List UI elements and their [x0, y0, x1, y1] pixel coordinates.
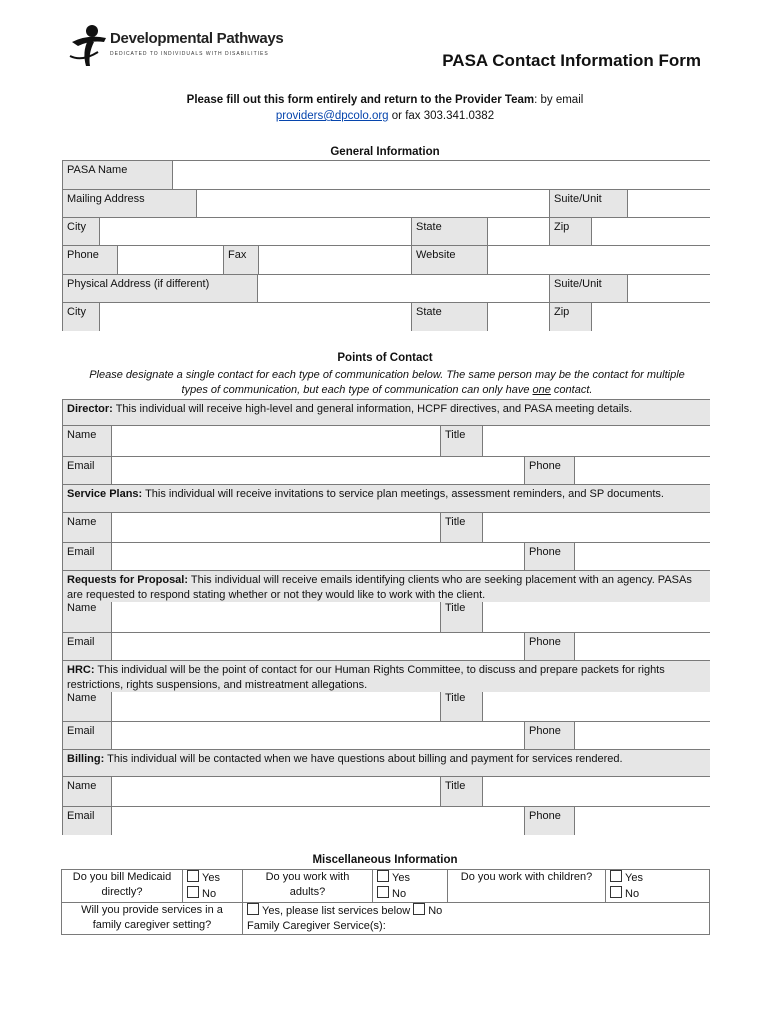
adults-question: Do you work with adults?: [243, 870, 373, 903]
physical-suite-field[interactable]: [628, 275, 710, 303]
contact-note: [66, 368, 708, 398]
physical-state-label: State: [412, 303, 488, 331]
director-header: [63, 400, 710, 426]
email-link[interactable]: providers@dpcolo.org: [275, 110, 389, 122]
director-desc: This individual will receive high-level and general information, HCPF directives, and PASA meeting details.: [112, 403, 633, 415]
physical-zip-label: Zip: [550, 303, 592, 331]
zip-field[interactable]: [592, 218, 710, 246]
hrc-email-field[interactable]: [112, 722, 525, 750]
service-plans-title-label: Title: [441, 513, 483, 543]
billing-phone-label: Phone: [525, 807, 575, 835]
rfp-heading: Requests for Proposal:: [67, 574, 189, 586]
logo-tagline: DEDICATED TO INDIVIDUALS WITH DISABILITIES: [110, 51, 269, 57]
rfp-phone-field[interactable]: [575, 633, 710, 661]
instruction-bold: Please fill out this form entirely and return to the Provider Team: [186, 94, 535, 106]
director-title-field[interactable]: [483, 426, 710, 457]
mailing-address-field[interactable]: [197, 190, 550, 218]
service-plans-phone-label: Phone: [525, 543, 575, 571]
adults-yes-label: Yes: [392, 872, 410, 884]
billing-desc: This individual will be contacted when we have questions about billing and payment for services rendered.: [104, 753, 623, 765]
billing-title-label: Title: [441, 777, 483, 807]
city-field[interactable]: [100, 218, 412, 246]
service-plans-email-label: Email: [63, 543, 112, 571]
adults-no-label: No: [392, 888, 407, 900]
medicaid-options: [183, 870, 243, 903]
logo: [68, 22, 288, 70]
form-title: PASA Contact Information Form: [442, 51, 701, 70]
director-phone-field[interactable]: [575, 457, 710, 485]
rfp-email-label: Email: [63, 633, 112, 661]
caregiver-options: [243, 903, 710, 935]
points-of-contact-table: [62, 399, 710, 835]
note-part-b: contact.: [550, 384, 593, 396]
caregiver-services-field[interactable]: Family Caregiver Service(s):: [247, 920, 386, 932]
service-plans-header: [63, 485, 710, 513]
children-question: Do you work with children?: [448, 870, 606, 903]
fax-label: Fax: [224, 246, 259, 275]
caregiver-yes-label: Yes, please list services below: [262, 905, 411, 917]
rfp-header: [63, 571, 710, 602]
physical-state-field[interactable]: [488, 303, 550, 331]
service-plans-email-field[interactable]: [112, 543, 525, 571]
pasa-name-field[interactable]: [173, 161, 710, 190]
children-yes-checkbox[interactable]: [610, 870, 622, 882]
instruction-rest: : by email: [534, 94, 584, 106]
director-phone-label: Phone: [525, 457, 575, 485]
rfp-email-field[interactable]: [112, 633, 525, 661]
hrc-name-label: Name: [63, 692, 112, 722]
billing-phone-field[interactable]: [575, 807, 710, 835]
service-plans-title-field[interactable]: [483, 513, 710, 543]
physical-address-field[interactable]: [258, 275, 550, 303]
website-label: Website: [412, 246, 488, 275]
contact-note-line-2: [66, 383, 708, 398]
hrc-email-label: Email: [63, 722, 112, 750]
general-info-title: General Information: [330, 146, 440, 158]
fax-field[interactable]: [259, 246, 412, 275]
director-email-field[interactable]: [112, 457, 525, 485]
zip-label: Zip: [550, 218, 592, 246]
state-field[interactable]: [488, 218, 550, 246]
suite-unit-label: Suite/Unit: [550, 190, 628, 218]
children-no-label: No: [625, 888, 640, 900]
adults-no-checkbox[interactable]: [377, 886, 389, 898]
rfp-desc: This individual will receive emails identifying clients who are seeking placement with an agency. PASAs are requested to respond stating whether or not they would like to work with the client.: [67, 574, 692, 601]
medicaid-no-checkbox[interactable]: [187, 886, 199, 898]
billing-header: [63, 750, 710, 777]
billing-title-field[interactable]: [483, 777, 710, 807]
physical-zip-field[interactable]: [592, 303, 710, 331]
hrc-phone-field[interactable]: [575, 722, 710, 750]
director-email-label: Email: [63, 457, 112, 485]
service-plans-name-field[interactable]: [112, 513, 441, 543]
director-name-label: Name: [63, 426, 112, 457]
city-label: City: [63, 218, 100, 246]
points-of-contact-title: Points of Contact: [337, 352, 433, 364]
service-plans-desc: This individual will receive invitations to service plan meetings, assessment reminders, and SP documents.: [142, 488, 664, 500]
hrc-desc: This individual will be the point of contact for our Human Rights Committee, to discuss and prepare packets for rights restrictions, rights suspensions, and mistreatment allegations.: [67, 664, 665, 691]
website-field[interactable]: [488, 246, 710, 275]
caregiver-question: Will you provide services in a family caregiver setting?: [62, 903, 243, 935]
service-plans-phone-field[interactable]: [575, 543, 710, 571]
billing-email-label: Email: [63, 807, 112, 835]
phone-label: Phone: [63, 246, 118, 275]
mailing-address-label: Mailing Address: [63, 190, 197, 218]
phone-field[interactable]: [118, 246, 224, 275]
misc-table: [61, 869, 710, 935]
physical-city-label: City: [63, 303, 100, 331]
physical-suite-label: Suite/Unit: [550, 275, 628, 303]
medicaid-yes-checkbox[interactable]: [187, 870, 199, 882]
contact-note-line-1: Please designate a single contact for each type of communication below. The same person may be the contact for multiple: [89, 369, 685, 381]
logo-name: Developmental Pathways: [110, 30, 284, 47]
hrc-header: [63, 661, 710, 692]
children-yes-label: Yes: [625, 872, 643, 884]
misc-title: Miscellaneous Information: [312, 854, 458, 866]
fax-text: or fax 303.341.0382: [388, 110, 495, 122]
note-part-a: types of communication, but each type of communication can only have: [181, 384, 533, 396]
service-plans-name-label: Name: [63, 513, 112, 543]
children-no-checkbox[interactable]: [610, 886, 622, 898]
rfp-title-field[interactable]: [483, 602, 710, 633]
physical-city-field[interactable]: [100, 303, 412, 331]
service-plans-heading: Service Plans:: [67, 488, 143, 500]
note-underlined: one: [532, 384, 551, 396]
instruction-line-1: [0, 94, 770, 106]
hrc-phone-label: Phone: [525, 722, 575, 750]
medicaid-question: Do you bill Medicaid directly?: [62, 870, 183, 903]
adults-yes-checkbox[interactable]: [377, 870, 389, 882]
hrc-title-label: Title: [441, 692, 483, 722]
director-title-label: Title: [441, 426, 483, 457]
rfp-phone-label: Phone: [525, 633, 575, 661]
caregiver-no-label: No: [428, 905, 443, 917]
billing-name-field[interactable]: [112, 777, 441, 807]
billing-email-field[interactable]: [112, 807, 525, 835]
general-info-table: [62, 160, 710, 331]
medicaid-yes-label: Yes: [202, 872, 220, 884]
suite-unit-field[interactable]: [628, 190, 710, 218]
medicaid-no-label: No: [202, 888, 217, 900]
billing-heading: Billing:: [67, 753, 105, 765]
children-options: [606, 870, 710, 903]
rfp-name-field[interactable]: [112, 602, 441, 633]
logo-person-icon: [68, 22, 110, 70]
rfp-name-label: Name: [63, 602, 112, 633]
adults-options: [373, 870, 448, 903]
rfp-title-label: Title: [441, 602, 483, 633]
physical-address-label: Physical Address (if different): [63, 275, 258, 303]
hrc-name-field[interactable]: [112, 692, 441, 722]
hrc-title-field[interactable]: [483, 692, 710, 722]
director-name-field[interactable]: [112, 426, 441, 457]
instruction-line-2: [0, 110, 770, 122]
caregiver-no-checkbox[interactable]: [413, 903, 425, 915]
state-label: State: [412, 218, 488, 246]
billing-name-label: Name: [63, 777, 112, 807]
caregiver-yes-checkbox[interactable]: [247, 903, 259, 915]
director-heading: Director:: [67, 403, 113, 415]
pasa-name-label: PASA Name: [63, 161, 173, 190]
hrc-heading: HRC:: [67, 664, 95, 676]
